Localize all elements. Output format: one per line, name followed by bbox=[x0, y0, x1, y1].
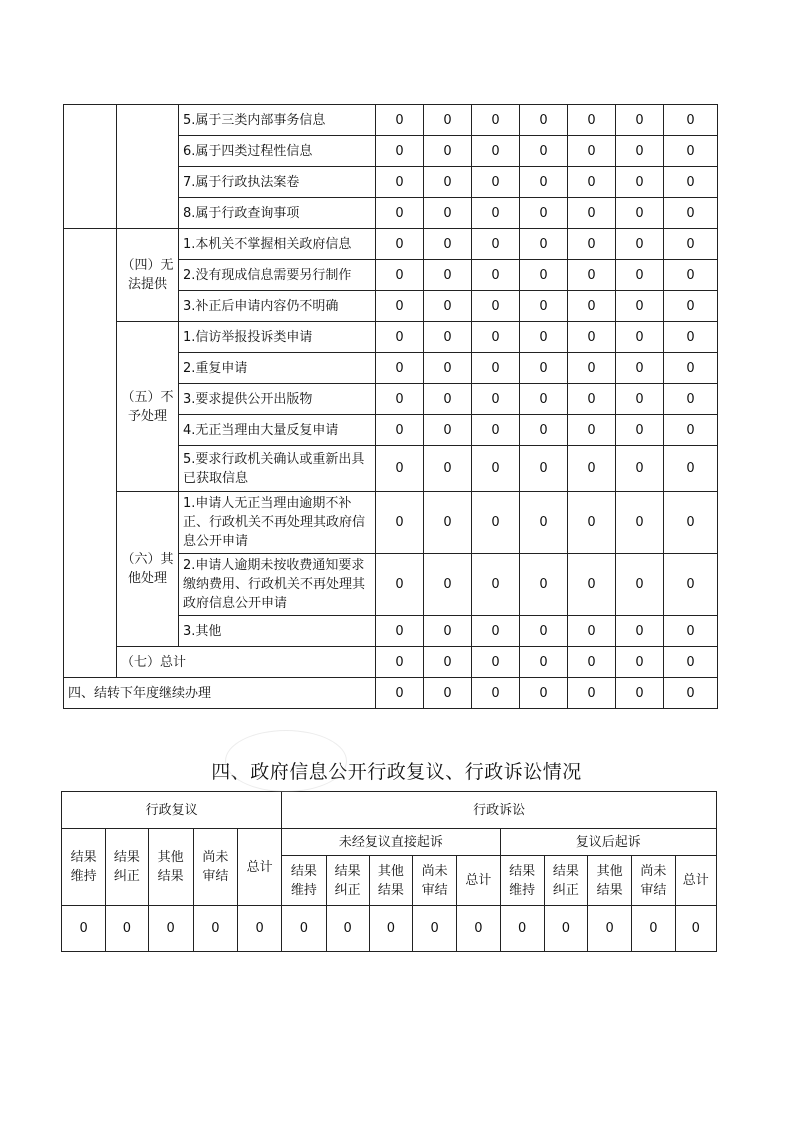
value-cell: 0 bbox=[520, 616, 568, 647]
review-col-4: 总计 bbox=[238, 829, 282, 906]
value-cell: 0 bbox=[616, 678, 664, 709]
value-cell: 0 bbox=[616, 616, 664, 647]
value-cell: 0 bbox=[376, 492, 424, 554]
value-cell: 0 bbox=[616, 198, 664, 229]
value-cell: 0 bbox=[568, 616, 616, 647]
category-cell: （五）不予处理 bbox=[117, 322, 179, 492]
value-cell: 0 bbox=[472, 322, 520, 353]
faint-stamp bbox=[225, 730, 347, 792]
value-cell: 0 bbox=[472, 446, 520, 492]
category-cell: （六）其他处理 bbox=[117, 492, 179, 647]
row-label: 5.属于三类内部事务信息 bbox=[179, 105, 376, 136]
value-cell: 0 bbox=[568, 678, 616, 709]
row-label: 1.信访举报投诉类申请 bbox=[179, 322, 376, 353]
value-cell: 0 bbox=[376, 198, 424, 229]
review-col-1: 结果纠正 bbox=[106, 829, 148, 906]
value-cell: 0 bbox=[376, 229, 424, 260]
value-cell: 0 bbox=[520, 260, 568, 291]
value-cell: 0 bbox=[424, 105, 472, 136]
value-cell: 0 bbox=[472, 291, 520, 322]
value-cell: 0 bbox=[520, 446, 568, 492]
value-cell: 0 bbox=[376, 136, 424, 167]
value-cell: 0 bbox=[664, 291, 718, 322]
value-cell: 0 bbox=[472, 198, 520, 229]
value-cell: 0 bbox=[568, 492, 616, 554]
table-row bbox=[64, 229, 718, 260]
value-cell: 0 bbox=[413, 906, 457, 952]
value-cell: 0 bbox=[568, 291, 616, 322]
section-title: 四、政府信息公开行政复议、行政诉讼情况 bbox=[211, 761, 582, 783]
value-cell: 0 bbox=[472, 492, 520, 554]
value-cell: 0 bbox=[500, 906, 544, 952]
value-cell: 0 bbox=[664, 353, 718, 384]
total-row bbox=[64, 647, 718, 678]
value-cell: 0 bbox=[376, 446, 424, 492]
row-label: 3.补正后申请内容仍不明确 bbox=[179, 291, 376, 322]
value-cell: 0 bbox=[376, 616, 424, 647]
value-cell: 0 bbox=[457, 906, 500, 952]
value-cell: 0 bbox=[664, 415, 718, 446]
value-cell: 0 bbox=[424, 198, 472, 229]
value-cell: 0 bbox=[520, 136, 568, 167]
value-cell: 0 bbox=[238, 906, 282, 952]
value-cell: 0 bbox=[520, 554, 568, 616]
value-cell: 0 bbox=[568, 384, 616, 415]
value-cell: 0 bbox=[616, 647, 664, 678]
value-cell: 0 bbox=[520, 167, 568, 198]
value-cell: 0 bbox=[424, 353, 472, 384]
after-col-4: 总计 bbox=[675, 856, 716, 906]
value-cell: 0 bbox=[616, 167, 664, 198]
row-label: 1.申请人无正当理由逾期不补正、行政机关不再处理其政府信息公开申请 bbox=[179, 492, 376, 554]
value-cell: 0 bbox=[664, 229, 718, 260]
value-cell: 0 bbox=[632, 906, 675, 952]
value-cell: 0 bbox=[472, 167, 520, 198]
row-label: 5.要求行政机关确认或重新出具已获取信息 bbox=[179, 446, 376, 492]
blank-cell bbox=[64, 229, 117, 678]
value-cell: 0 bbox=[616, 229, 664, 260]
value-cell: 0 bbox=[424, 136, 472, 167]
value-cell: 0 bbox=[568, 229, 616, 260]
value-cell: 0 bbox=[520, 492, 568, 554]
after-col-1: 结果纠正 bbox=[544, 856, 587, 906]
value-cell: 0 bbox=[664, 322, 718, 353]
value-cell: 0 bbox=[568, 353, 616, 384]
value-cell: 0 bbox=[664, 446, 718, 492]
direct-suit-header: 未经复议直接起诉 bbox=[282, 829, 500, 856]
value-cell: 0 bbox=[472, 229, 520, 260]
row-label: 3.其他 bbox=[179, 616, 376, 647]
direct-col-4: 总计 bbox=[457, 856, 500, 906]
blank-cell bbox=[117, 105, 179, 229]
category-cell: （四）无法提供 bbox=[117, 229, 179, 322]
value-cell: 0 bbox=[376, 260, 424, 291]
review-litigation-table bbox=[61, 791, 717, 952]
value-cell: 0 bbox=[424, 554, 472, 616]
after-review-header: 复议后起诉 bbox=[500, 829, 716, 856]
value-cell: 0 bbox=[520, 291, 568, 322]
value-cell: 0 bbox=[376, 647, 424, 678]
direct-col-3: 尚未审结 bbox=[413, 856, 457, 906]
value-cell: 0 bbox=[616, 415, 664, 446]
row-label: 2.没有现成信息需要另行制作 bbox=[179, 260, 376, 291]
direct-col-0: 结果维持 bbox=[282, 856, 326, 906]
value-cell: 0 bbox=[472, 260, 520, 291]
carry-over-row bbox=[64, 678, 718, 709]
value-cell: 0 bbox=[664, 554, 718, 616]
value-cell: 0 bbox=[376, 678, 424, 709]
direct-col-2: 其他结果 bbox=[369, 856, 412, 906]
value-cell: 0 bbox=[424, 647, 472, 678]
value-cell: 0 bbox=[472, 105, 520, 136]
value-cell: 0 bbox=[472, 415, 520, 446]
row-label: 1.本机关不掌握相关政府信息 bbox=[179, 229, 376, 260]
value-cell: 0 bbox=[472, 616, 520, 647]
value-cell: 0 bbox=[376, 105, 424, 136]
value-cell: 0 bbox=[424, 260, 472, 291]
after-col-2: 其他结果 bbox=[588, 856, 632, 906]
value-cell: 0 bbox=[616, 384, 664, 415]
value-cell: 0 bbox=[664, 647, 718, 678]
value-cell: 0 bbox=[616, 554, 664, 616]
value-cell: 0 bbox=[616, 353, 664, 384]
value-cell: 0 bbox=[520, 198, 568, 229]
value-cell: 0 bbox=[472, 136, 520, 167]
value-cell: 0 bbox=[568, 260, 616, 291]
value-cell: 0 bbox=[424, 678, 472, 709]
value-cell: 0 bbox=[424, 415, 472, 446]
row-label: 7.属于行政执法案卷 bbox=[179, 167, 376, 198]
value-cell: 0 bbox=[568, 167, 616, 198]
admin-litigation-header: 行政诉讼 bbox=[282, 792, 717, 829]
value-cell: 0 bbox=[376, 415, 424, 446]
value-cell: 0 bbox=[472, 647, 520, 678]
after-col-3: 尚未审结 bbox=[632, 856, 675, 906]
value-cell: 0 bbox=[472, 678, 520, 709]
value-cell: 0 bbox=[616, 260, 664, 291]
row-label: 8.属于行政查询事项 bbox=[179, 198, 376, 229]
value-cell: 0 bbox=[616, 446, 664, 492]
value-cell: 0 bbox=[424, 446, 472, 492]
value-cell: 0 bbox=[664, 136, 718, 167]
row-label: 4.无正当理由大量反复申请 bbox=[179, 415, 376, 446]
value-cell: 0 bbox=[568, 647, 616, 678]
table-row bbox=[64, 492, 718, 554]
value-cell: 0 bbox=[520, 678, 568, 709]
value-cell: 0 bbox=[664, 492, 718, 554]
value-cell: 0 bbox=[376, 554, 424, 616]
value-cell: 0 bbox=[568, 415, 616, 446]
row-label: 2.重复申请 bbox=[179, 353, 376, 384]
direct-col-1: 结果纠正 bbox=[326, 856, 369, 906]
value-cell: 0 bbox=[568, 105, 616, 136]
value-cell: 0 bbox=[282, 906, 326, 952]
value-cell: 0 bbox=[588, 906, 632, 952]
review-values-row bbox=[62, 906, 717, 952]
value-cell: 0 bbox=[193, 906, 237, 952]
value-cell: 0 bbox=[326, 906, 369, 952]
value-cell: 0 bbox=[424, 229, 472, 260]
value-cell: 0 bbox=[106, 906, 148, 952]
value-cell: 0 bbox=[520, 105, 568, 136]
value-cell: 0 bbox=[664, 105, 718, 136]
value-cell: 0 bbox=[544, 906, 587, 952]
value-cell: 0 bbox=[568, 136, 616, 167]
row-label: 3.要求提供公开出版物 bbox=[179, 384, 376, 415]
value-cell: 0 bbox=[424, 492, 472, 554]
admin-review-header: 行政复议 bbox=[62, 792, 282, 829]
value-cell: 0 bbox=[664, 616, 718, 647]
value-cell: 0 bbox=[376, 167, 424, 198]
value-cell: 0 bbox=[616, 291, 664, 322]
value-cell: 0 bbox=[424, 616, 472, 647]
value-cell: 0 bbox=[520, 384, 568, 415]
value-cell: 0 bbox=[616, 136, 664, 167]
value-cell: 0 bbox=[616, 105, 664, 136]
value-cell: 0 bbox=[520, 322, 568, 353]
total-label: （七）总计 bbox=[117, 647, 376, 678]
carry-over-label: 四、结转下年度继续办理 bbox=[64, 678, 376, 709]
value-cell: 0 bbox=[472, 384, 520, 415]
after-col-0: 结果维持 bbox=[500, 856, 544, 906]
value-cell: 0 bbox=[568, 322, 616, 353]
value-cell: 0 bbox=[568, 446, 616, 492]
value-cell: 0 bbox=[520, 353, 568, 384]
value-cell: 0 bbox=[376, 353, 424, 384]
value-cell: 0 bbox=[520, 229, 568, 260]
value-cell: 0 bbox=[148, 906, 193, 952]
value-cell: 0 bbox=[520, 415, 568, 446]
table-row bbox=[64, 105, 718, 136]
value-cell: 0 bbox=[472, 554, 520, 616]
value-cell: 0 bbox=[472, 353, 520, 384]
row-label: 2.申请人逾期未按收费通知要求缴纳费用、行政机关不再处理其政府信息公开申请 bbox=[179, 554, 376, 616]
value-cell: 0 bbox=[568, 198, 616, 229]
review-col-3: 尚未审结 bbox=[193, 829, 237, 906]
value-cell: 0 bbox=[424, 322, 472, 353]
value-cell: 0 bbox=[664, 678, 718, 709]
value-cell: 0 bbox=[376, 322, 424, 353]
value-cell: 0 bbox=[616, 322, 664, 353]
value-cell: 0 bbox=[616, 492, 664, 554]
value-cell: 0 bbox=[376, 384, 424, 415]
value-cell: 0 bbox=[664, 384, 718, 415]
review-col-2: 其他结果 bbox=[148, 829, 193, 906]
review-col-0: 结果维持 bbox=[62, 829, 106, 906]
value-cell: 0 bbox=[376, 291, 424, 322]
value-cell: 0 bbox=[62, 906, 106, 952]
disclosure-handling-table bbox=[63, 104, 718, 709]
value-cell: 0 bbox=[664, 260, 718, 291]
value-cell: 0 bbox=[424, 167, 472, 198]
value-cell: 0 bbox=[520, 647, 568, 678]
value-cell: 0 bbox=[424, 291, 472, 322]
value-cell: 0 bbox=[424, 384, 472, 415]
value-cell: 0 bbox=[369, 906, 412, 952]
value-cell: 0 bbox=[664, 167, 718, 198]
value-cell: 0 bbox=[675, 906, 716, 952]
blank-cell bbox=[64, 105, 117, 229]
table-row bbox=[64, 322, 718, 353]
row-label: 6.属于四类过程性信息 bbox=[179, 136, 376, 167]
value-cell: 0 bbox=[568, 554, 616, 616]
value-cell: 0 bbox=[664, 198, 718, 229]
